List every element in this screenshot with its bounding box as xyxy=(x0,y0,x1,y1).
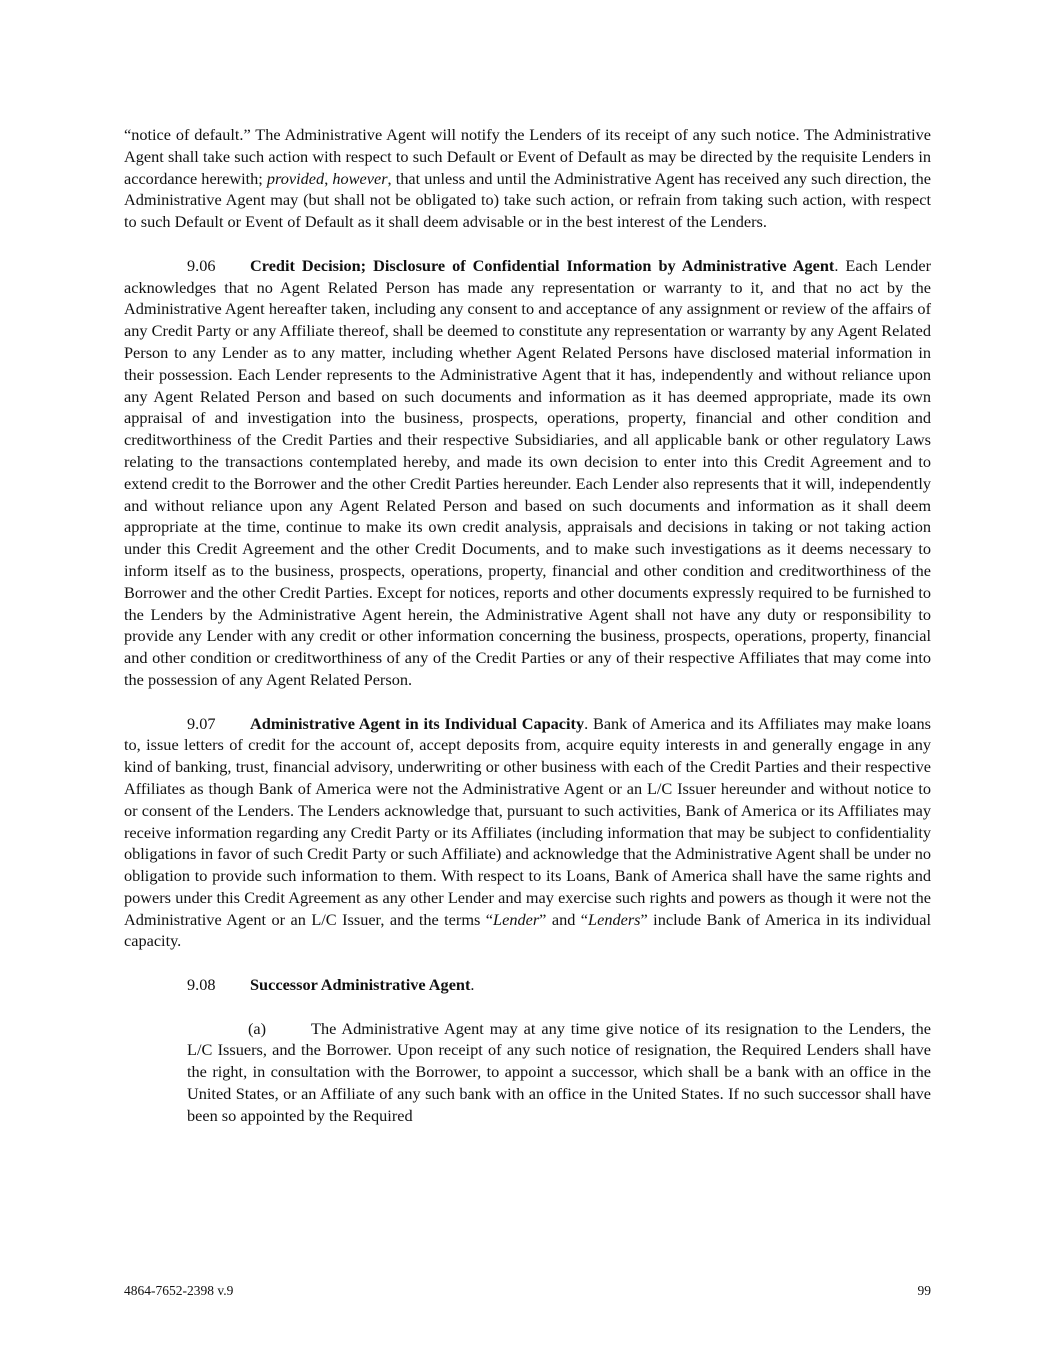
document-page xyxy=(124,124,931,1127)
continuation-paragraph: “notice of default.” The Administrative Agent will notify the Lenders of its receipt of any such notice. The Administrative Agent shall take such action with respect to such Default or Event of Default as may be directed by the requisite Lenders in accordance herewith; provided, however, that unless and until the Administrative Agent has received any such direction, the Administrative Agent may (but shall not be obligated to) take such action, or refrain from taking such action, with respect to such Default or Event of Default as it shall deem advisable or in the best interest of the Lenders. xyxy=(124,125,932,232)
lender-term: Lender xyxy=(493,909,540,929)
section-9-06: 9.06 Credit Decision; Disclosure of Confidential Information by Administrative Agent. Each Lender acknowledges that no Agent Related Person has made any representation or warranty to it, and that no act by the Administrative Agent hereafter taken, including any consent to and acceptance of any assignment or review of the affairs of any Credit Party or any Affiliate thereof, shall be deemed to constitute any representation or warranty by any Agent Related Person to any Lender as to any matter, including whether Agent Related Persons have disclosed material information in their possession. Each Lender represents to the Administrative Agent that it has, independently and without reliance upon any Agent Related Person and based on such documents and information as it has deemed appropriate, made its own appraisal of and investigation into the business, prospects, operations, property, financial and other condition and creditworthiness of the Credit Parties and their respective Subsidiaries, and all applicable bank or other regulatory Laws relating to the transactions contemplated hereby, and made its own decision to enter into this Credit Agreement and to extend credit to the Borrower and the other Credit Parties hereunder. Each Lender also represents that it will, independently and without reliance upon any Agent Related Person and based on such documents and information as it shall deem appropriate at the time, continue to make its own credit analysis, appraisals and decisions in taking or not taking action under this Credit Agreement and the other Credit Documents, and to make such investigations as it deems necessary to inform itself as to the business, prospects, operations, property, financial and other condition and creditworthiness of the Borrower and the other Credit Parties. Except for notices, reports and other documents expressly required to be furnished to the Lenders by the Administrative Agent herein, the Administrative Agent shall not have any duty or responsibility to provide any Lender with any credit or other information concerning the business, prospects, operations, property, financial and other condition or creditworthiness of any of the Credit Parties or any of their respective Affiliates that may come into the possession of any Agent Related Person. xyxy=(124,255,931,689)
section-heading: Administrative Agent in its Individual Capacity xyxy=(250,713,585,733)
subsection-a xyxy=(187,1018,931,1127)
section-heading: Successor Administrative Agent xyxy=(250,975,471,995)
footer-doc-id: 4864-7652-2398 v.9 xyxy=(124,1283,234,1298)
section-9-07: 9.07 Administrative Agent in its Individual Capacity. Bank of America and its Affiliates may make loans to, issue letters of credit for the account of, accept deposits from, acquire equity interests in and generally engage in any kind of banking, trust, financial advisory, underwriting or other business with each of the Credit Parties and their respective Affiliates as though Bank of America were not the Administrative Agent or an L/C Issuer hereunder and without notice to or consent of the Lenders. The Lenders acknowledge that, pursuant to such activities, Bank of America or its Affiliates may receive information regarding any Credit Party or its Affiliates (including information that may be subject to confidentiality obligations in favor of such Credit Party or such Affiliate) and acknowledge that the Administrative Agent shall be under no obligation to provide such information to them. With respect to its Loans, Bank of America shall have the same rights and powers under this Credit Agreement as any other Lender and may exercise such rights and powers as though it were not the Administrative Agent or an L/C Issuer, and the terms “Lender” and “Lenders” include Bank of America in its individual capacity. xyxy=(124,713,931,951)
section-number: 9.08 xyxy=(187,975,216,995)
section-body: Each Lender acknowledges that no Agent Related Person has made any representation or warranty to it, and that no act by the Administrative Agent hereafter taken, including any consent to and acceptance of any assignment or review of the affairs of any Credit Party or any Affiliate thereof, shall be deemed to constitute any representation or warranty by any Agent Related Person to any Lender as to any matter, including whether Agent Related Persons have disclosed material information in their possession. Each Lender represents to the Administrative Agent that it has, independently and without reliance upon any Agent Related Person and based on such documents and information as it has deemed appropriate, made its own appraisal of and investigation into the business, prospects, operations, property, financial and other condition and creditworthiness of the Credit Parties and their respective Subsidiaries, and all applicable bank or other regulatory Laws relating to the transactions contemplated hereby, and made its own decision to enter into this Credit Agreement and to extend credit to the Borrower and the other Credit Parties hereunder. Each Lender also represents that it will, independently and without reliance upon any Agent Related Person and based on such documents and information as it shall deem appropriate at the time, continue to make its own credit analysis, appraisals and decisions in taking or not taking action under this Credit Agreement and the other Credit Documents, and to make such investigations as it deems necessary to inform itself as to the business, prospects, operations, property, financial and other condition and creditworthiness of the Borrower and the other Credit Parties. Except for notices, reports and other documents expressly required to be furnished to the Lenders by the Administrative Agent herein, the Administrative Agent shall not have any duty or responsibility to provide any Lender with any credit or other information concerning the business, prospects, operations, property, financial and other condition or creditworthiness of any of the Credit Parties or any of their respective Affiliates that may come into the possession of any Agent Related Person. xyxy=(124,255,931,689)
section-9-08: 9.08 Successor Administrative Agent. xyxy=(187,975,475,995)
section-number: 9.06 xyxy=(187,255,216,275)
however-term: however xyxy=(332,168,388,188)
lenders-term: Lenders xyxy=(588,909,641,929)
provided-term: provided xyxy=(266,168,325,188)
subsection-label: (a) xyxy=(248,1018,267,1038)
subsection-body: The Administrative Agent may at any time give notice of its resignation to the Lenders, the L/C Issuers, and the Borrower. Upon receipt of any such notice of resignation, the Required Lenders shall have the right, in consultation with the Borrower, to appoint a successor, which shall be a bank with an office in the United States, or an Affiliate of any such bank with an office in the United States. If no such successor shall have been so appointed by the Required xyxy=(187,1018,931,1125)
footer-page-number: 99 xyxy=(917,1283,931,1298)
section-heading: Credit Decision; Disclosure of Confidential Information by Administrative Agent xyxy=(250,255,835,275)
section-body: . Bank of America and its Affiliates may make loans to, issue letters of credit for the account of, accept deposits from, acquire equity interests in and generally engage in any kind of banking, trust, financial advisory, underwriting or other business with each of the Credit Parties and their respective Affiliates as though Bank of America were not the Administrative Agent or an L/C Issuer hereunder and without notice to or consent of the Lenders. The Lenders acknowledge that, pursuant to such activities, Bank of America or its Affiliates may receive information regarding any Credit Party or its Affiliates (including information that may be subject to confidentiality obligations in favor of such Credit Party or such Affiliate) and acknowledge that the Administrative Agent shall be under no obligation to provide such information to them. With respect to its Loans, Bank of America shall have the same rights and powers under this Credit Agreement as any other Lender and may exercise such rights and powers as though it were not the Administrative Agent or an L/C Issuer, and the terms “ xyxy=(124,713,931,929)
section-number: 9.07 xyxy=(187,713,216,733)
